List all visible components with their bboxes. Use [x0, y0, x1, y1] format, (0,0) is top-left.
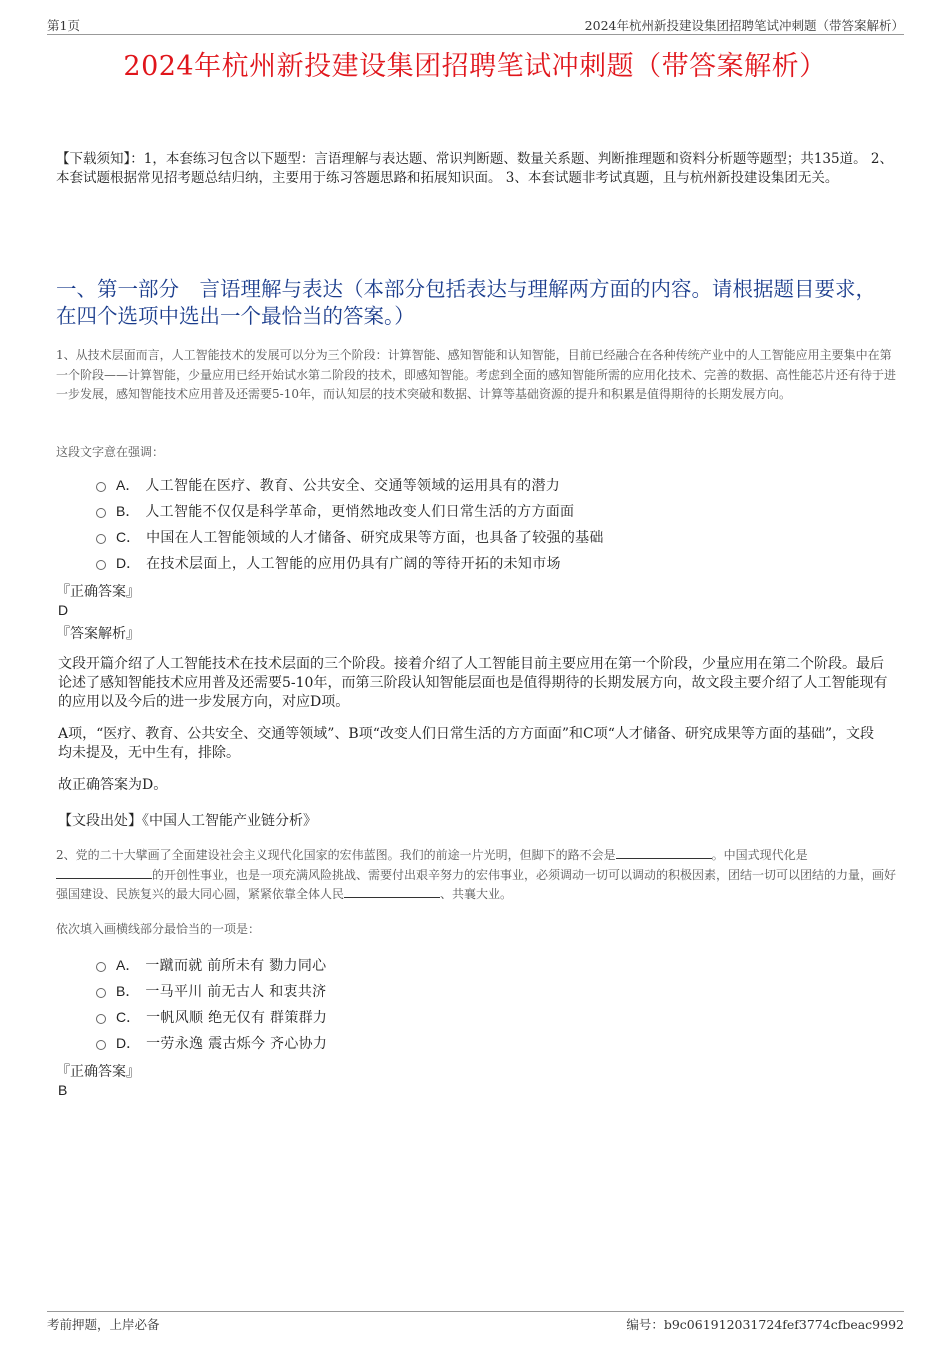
- question-2-prompt: 依次填入画横线部分最恰当的一项是：: [56, 922, 261, 936]
- fill-blank-2[interactable]: [56, 866, 152, 879]
- q2-option-c[interactable]: C． 一帆风顺 绝无仅有 群策群力: [96, 1004, 327, 1030]
- fill-blank-1[interactable]: [616, 846, 712, 859]
- radio-button-icon[interactable]: [96, 1014, 106, 1024]
- q1-option-d[interactable]: D． 在技术层面上，人工智能的应用仍具有广阔的等待开拓的未知市场: [96, 550, 604, 576]
- question-1-stem: 1、从技术层面而言，人工智能技术的发展可以分为三个阶段：计算智能、感知智能和认知智能，目前已经融合在各种传统产业中的人工智能应用主要集中在第一个阶段——计算智能，少量应用已经开始试水第二阶段的技术，即感知智能。考虑到全面的感知智能所需的应用化技术、完善的数据、高性能芯片还有待于进一步发展，感知智能技术应用普及还需要5-10年，而认知层的技术突破和数据、计算等基础资源的提升和积累是值得期待的长期发展方向。: [56, 348, 897, 401]
- page-title: 2024年杭州新投建设集团招聘笔试冲刺题（带答案解析）: [123, 51, 827, 82]
- q2-answer-label: 『正确答案』: [56, 1064, 140, 1080]
- page-header: [47, 14, 904, 35]
- q1-answer: D: [58, 602, 69, 618]
- question-1-prompt: 这段文字意在强调：: [56, 445, 165, 459]
- page-number: 第1页: [47, 18, 80, 33]
- q1-option-a[interactable]: A． 人工智能在医疗、教育、公共安全、交通等领域的运用具有的潜力: [96, 472, 604, 498]
- radio-button-icon[interactable]: [96, 988, 106, 998]
- q2-option-b[interactable]: B． 一马平川 前无古人 和衷共济: [96, 978, 327, 1004]
- q2-option-a[interactable]: A． 一蹴而就 前所未有 勠力同心: [96, 952, 327, 978]
- q1-option-c[interactable]: C． 中国在人工智能领域的人才储备、研究成果等方面，也具备了较强的基础: [96, 524, 604, 550]
- fill-blank-3[interactable]: [344, 885, 440, 898]
- question-1-options: [96, 472, 604, 576]
- q1-analysis-label: 『答案解析』: [56, 626, 140, 642]
- radio-button-icon[interactable]: [96, 1040, 106, 1050]
- download-notice: 【下载须知】：1，本套练习包含以下题型：言语理解与表达题、常识判断题、数量关系题、判断推理题和资料分析题等题型；共135道。 2、本套试题根据常见招考题总结归纳，主要用于练习答题思路和拓展知识面。 3、本套试题非考试真题，且与杭州新投建设集团无关。: [56, 151, 893, 186]
- q1-analysis-para-1: 文段开篇介绍了人工智能技术在技术层面的三个阶段。接着介绍了人工智能目前主要应用在第一个阶段，少量应用在第二个阶段。最后论述了感知智能技术应用普及还需要5-10年，而第三阶段认知智能层面也是值得期待的长期发展方向，故文段主要介绍了人工智能现有的应用以及今后的进一步发展方向，对应D项。: [58, 656, 888, 710]
- radio-button-icon[interactable]: [96, 560, 106, 570]
- question-2-options: [96, 952, 327, 1056]
- page-footer: [47, 1311, 904, 1334]
- q1-answer-label: 『正确答案』: [56, 584, 140, 600]
- q2-option-d[interactable]: D． 一劳永逸 震古烁今 齐心协力: [96, 1030, 327, 1056]
- footer-serial: 编号：b9c061912031724fef3774cfbeac9992: [626, 1317, 904, 1332]
- section-title: 一、第一部分 言语理解与表达（本部分包括表达与理解两方面的内容。请根据题目要求，在四个选项中选出一个最恰当的答案。）: [56, 277, 876, 328]
- radio-button-icon[interactable]: [96, 482, 106, 492]
- header-doc-title: 2024年杭州新投建设集团招聘笔试冲刺题（带答案解析）: [584, 18, 904, 33]
- q1-analysis-para-3: 故正确答案为D。: [58, 777, 168, 793]
- q2-answer: B: [58, 1082, 68, 1098]
- radio-button-icon[interactable]: [96, 962, 106, 972]
- radio-button-icon[interactable]: [96, 508, 106, 518]
- radio-button-icon[interactable]: [96, 534, 106, 544]
- q1-option-b[interactable]: B． 人工智能不仅仅是科学革命，更悄然地改变人们日常生活的方方面面: [96, 498, 604, 524]
- q1-analysis-para-2: A项，“医疗、教育、公共安全、交通等领域”、B项“改变人们日常生活的方方面面”和C项“人才储备、研究成果等方面的基础”，文段均未提及，无中生有，排除。: [58, 726, 875, 761]
- q1-source: 【文段出处】《中国人工智能产业链分析》: [58, 813, 317, 829]
- question-2-stem: 2、党的二十大擘画了全面建设社会主义现代化国家的宏伟蓝图。我们的前途一片光明，但脚下的路不会是 。中国式现代化是的开创性事业，也是一项充满风险挑战、需要付出艰辛努力的宏伟事业，必须调动一切可以调动的积极因素，团结一切可以团结的力量，画好强国建设、民族复兴的最大同心圆，紧紧依靠全体人民 、共襄大业。: [56, 848, 897, 901]
- footer-slogan: 考前押题，上岸必备: [47, 1317, 160, 1332]
